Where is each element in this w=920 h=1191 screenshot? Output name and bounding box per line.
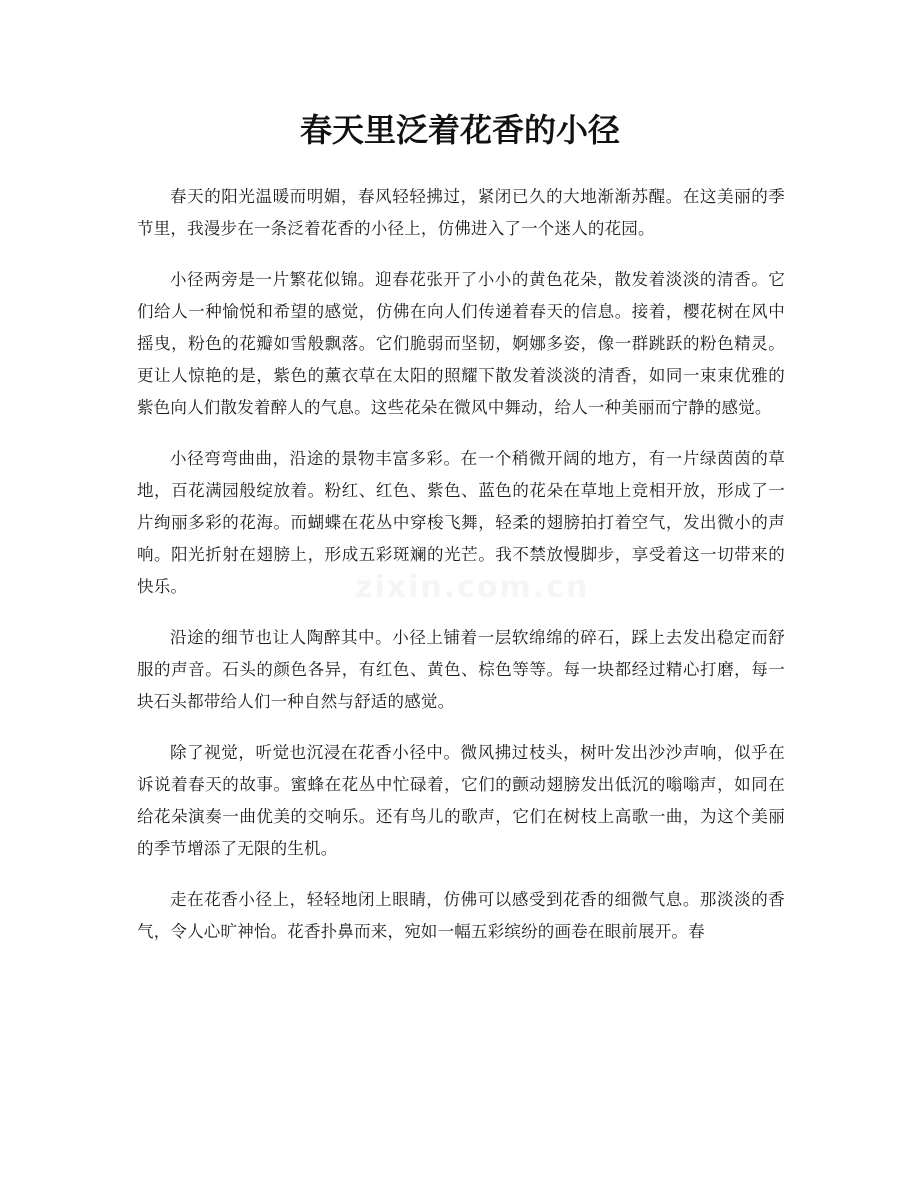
paragraph-1: 春天的阳光温暖而明媚，春风轻轻拂过，紧闭已久的大地渐渐苏醒。在这美丽的季节里，我漫步在一条泛着花香的小径上，仿佛进入了一个迷人的花园。 — [137, 187, 785, 238]
paragraph-5: 除了视觉，听觉也沉浸在花香小径中。微风拂过枝头，树叶发出沙沙声响，似乎在诉说着春天的故事。蜜蜂在花丛中忙碌着，它们的颤动翅膀发出低沉的嗡嗡声，如同在给花朵演奏一曲优美的交响乐。还有鸟儿的歌声，它们在树枝上高歌一曲，为这个美丽的季节增添了无限的生机。 — [137, 743, 785, 858]
paragraph-2: 小径两旁是一片繁花似锦。迎春花张开了小小的黄色花朵，散发着淡淡的清香。它们给人一种愉悦和希望的感觉，仿佛在向人们传递着春天的信息。接着，樱花树在风中摇曳，粉色的花瓣如雪般飘落。它们脆弱而坚韧，婀娜多姿，像一群跳跃的粉色精灵。更让人惊艳的是，紫色的薰衣草在太阳的照耀下散发着淡淡的清香，如同一束束优雅的紫色向人们散发着醉人的气息。这些花朵在微风中舞动，给人一种美丽而宁静的感觉。 — [137, 270, 785, 417]
document-title: 春天里泛着花香的小径 — [299, 111, 620, 149]
paragraph-4: 沿途的细节也让人陶醉其中。小径上铺着一层软绵绵的碎石，踩上去发出稳定而舒服的声音。石头的颜色各异，有红色、黄色、棕色等等。每一块都经过精心打磨，每一块石头都带给人们一种自然与舒适的感觉。 — [137, 628, 785, 711]
paragraph-6: 走在花香小径上，轻轻地闭上眼睛，仿佛可以感受到花香的细微气息。那淡淡的香气，令人心旷神怡。花香扑鼻而来，宛如一幅五彩缤纷的画卷在眼前展开。春 — [137, 890, 785, 941]
paragraph-3: 小径弯弯曲曲，沿途的景物丰富多彩。在一个稍微开阔的地方，有一片绿茵茵的草地，百花满园般绽放着。粉红、红色、紫色、蓝色的花朵在草地上竞相开放，形成了一片绚丽多彩的花海。而蝴蝶在花丛中穿梭飞舞，轻柔的翅膀拍打着空气，发出微小的声响。阳光折射在翅膀上，形成五彩斑斓的光芒。我不禁放慢脚步，享受着这一切带来的快乐。 — [137, 449, 785, 596]
watermark: zixin.com.cn — [355, 570, 590, 605]
document-body — [137, 181, 785, 967]
